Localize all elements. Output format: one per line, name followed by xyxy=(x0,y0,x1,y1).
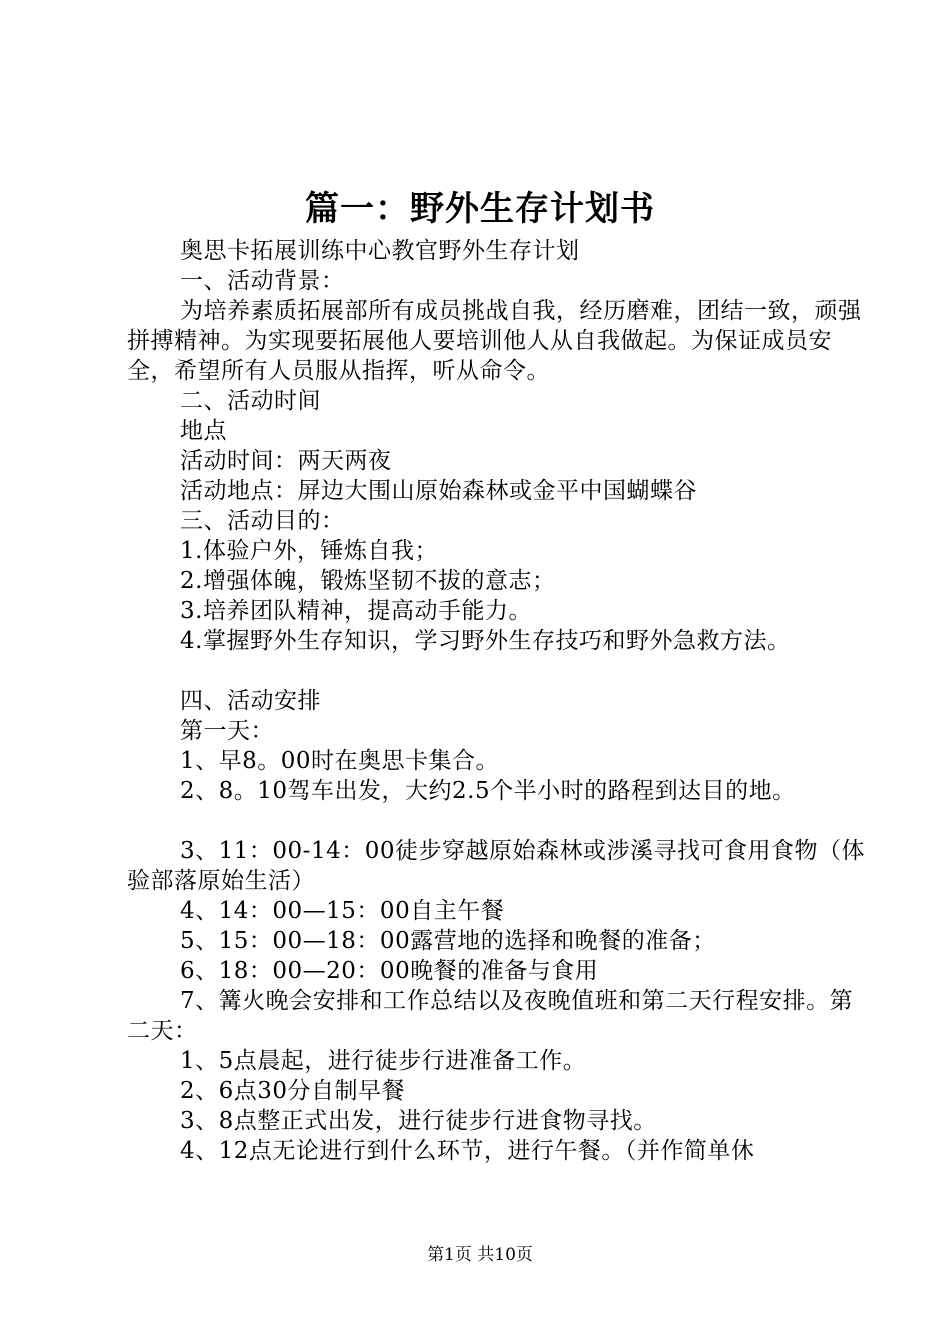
text-line: 活动时间：两天两夜 xyxy=(180,448,392,474)
document-body xyxy=(127,236,867,1166)
text-line: 奥思卡拓展训练中心教官野外生存计划 xyxy=(180,238,580,264)
list-item: 1、早8。00时在奥思卡集合。 xyxy=(180,748,500,774)
text-line: 活动地点：屏边大围山原始森林或金平中国蝴蝶谷 xyxy=(180,478,697,504)
list-item: 1、5点晨起，进行徒步行进准备工作。 xyxy=(180,1048,587,1074)
text-line: 四、活动安排 xyxy=(180,688,321,714)
list-item: 3、8点整正式出发，进行徒步行进食物寻找。 xyxy=(180,1108,657,1134)
paragraph: 为培养素质拓展部所有成员挑战自我，经历磨难，团结一致，顽强拼搏精神。为实现要拓展他人要培训他人从自我做起。为保证成员安全，希望所有人员服从指挥，听从命令。 xyxy=(127,298,862,384)
list-item: 7、篝火晚会安排和工作总结以及夜晚值班和第二天行程安排。第二天： xyxy=(127,988,854,1044)
text-line: 地点 xyxy=(180,418,227,444)
list-item: 4.掌握野外生存知识，学习野外生存技巧和野外急救方法。 xyxy=(180,628,791,654)
blank-line xyxy=(127,656,867,686)
page-footer: 第1页 共10页 xyxy=(427,1245,533,1265)
list-item: 6、18：00—20：00晚餐的准备与食用 xyxy=(180,958,599,984)
list-item: 2.增强体魄，锻炼坚韧不拔的意志； xyxy=(180,568,556,594)
list-item: 4、12点无论进行到什么环节，进行午餐。（并作简单休 xyxy=(180,1138,755,1164)
text-line: 二、活动时间 xyxy=(180,388,321,414)
list-item: 4、14：00—15：00自主午餐 xyxy=(180,898,505,924)
document-title: 篇一：野外生存计划书 xyxy=(305,189,655,229)
list-item: 5、15：00—18：00露营地的选择和晚餐的准备； xyxy=(180,928,716,954)
list-item: 3、11：00-14：00徒步穿越原始森林或涉溪寻找可食用食物（体验部落原始生活） xyxy=(127,838,865,894)
list-item: 1.体验户外，锤炼自我； xyxy=(180,538,438,564)
blank-line xyxy=(127,806,867,836)
list-item: 3.培养团队精神，提高动手能力。 xyxy=(180,598,532,624)
text-line: 第一天： xyxy=(180,718,274,744)
list-item: 2、6点30分自制早餐 xyxy=(180,1078,406,1104)
list-item: 2、8。10驾车出发，大约2.5个半小时的路程到达目的地。 xyxy=(180,778,796,804)
text-line: 一、活动背景： xyxy=(180,268,345,294)
text-line: 三、活动目的： xyxy=(180,508,345,534)
